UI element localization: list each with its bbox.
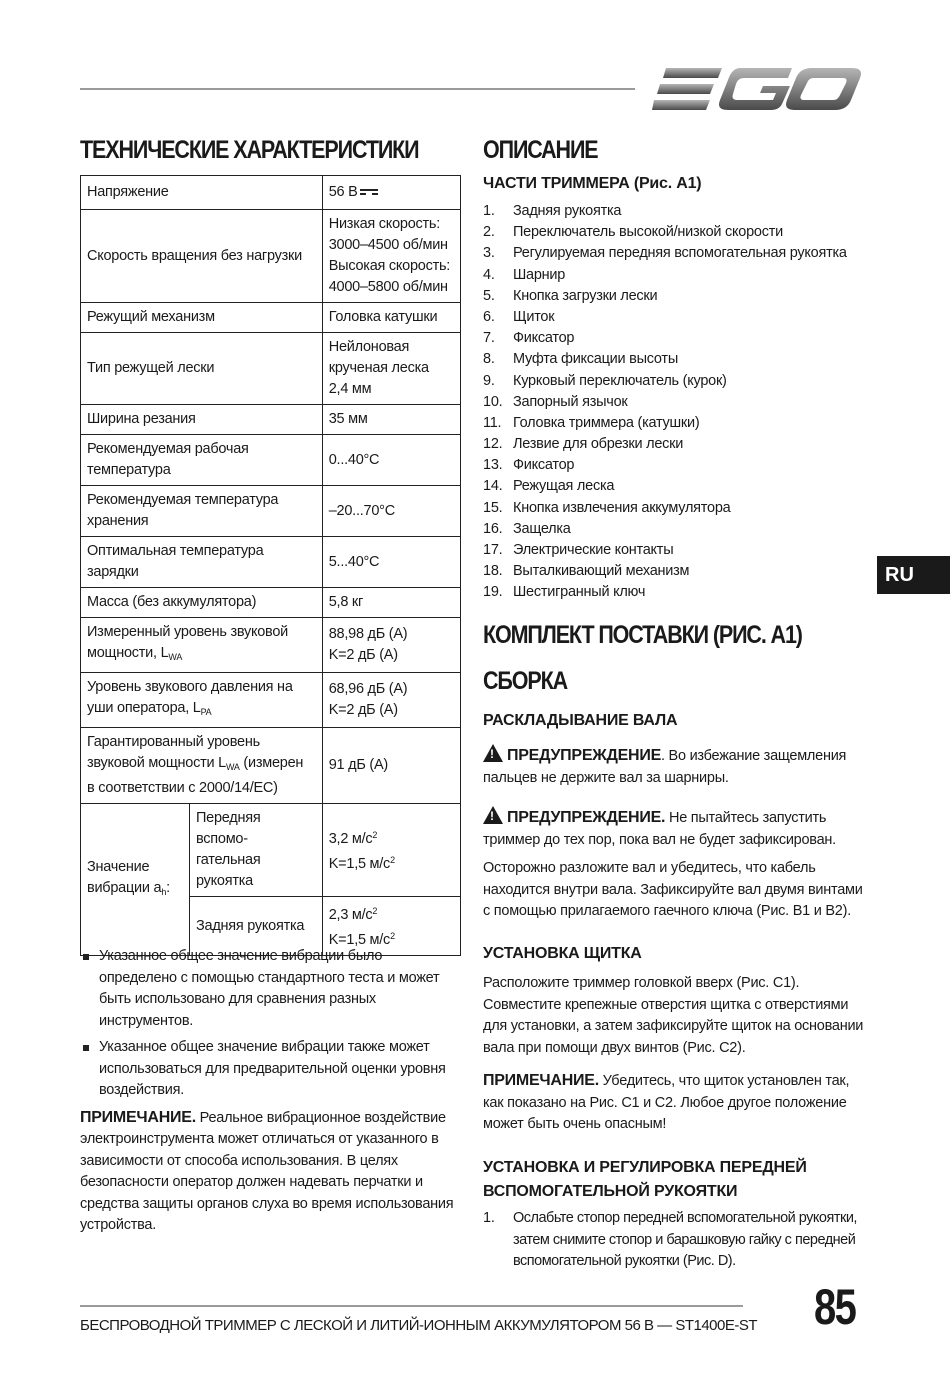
- list-item: [483, 349, 873, 370]
- cell-line: Передняя: [196, 810, 261, 826]
- subscript: h: [161, 886, 167, 897]
- list-item: [483, 498, 873, 519]
- table-cell: Ширина резания: [81, 405, 323, 435]
- cell-line: Нейлоновая: [328, 339, 410, 355]
- superscript: 2: [372, 830, 378, 840]
- cell-line: [329, 825, 454, 850]
- step-text: Ослабьте стопор передней вспомогательной рукоятки, затем снимите стопор и барашковую гайку с передней вспомогательной рукоятки (Рис. D).: [513, 1210, 857, 1269]
- list-item: [483, 371, 873, 392]
- table-cell: 91 дБ (А): [322, 728, 460, 804]
- table-cell: 5,8 кг: [322, 588, 460, 618]
- cell-line: 2,4 мм: [328, 381, 372, 397]
- item-label: Фиксатор: [513, 457, 575, 474]
- cell-line: 68,96 дБ (А): [328, 681, 408, 697]
- item-number: 4.: [483, 266, 495, 283]
- cell-line: Высокая скорость:: [328, 258, 451, 274]
- item-label: Выталкивающий механизм: [513, 563, 690, 580]
- handle-step: [483, 1208, 868, 1273]
- table-cell: [81, 618, 323, 673]
- table-cell: [322, 804, 460, 897]
- table-cell: Масса (без аккумулятора): [81, 588, 323, 618]
- cell-text: (измерен: [239, 755, 304, 771]
- list-item: [483, 243, 873, 264]
- footer-title: БЕСПРОВОДНОЙ ТРИММЕР С ЛЕСКОЙ И ЛИТИЙ-ИОННЫМ АККУМУЛЯТОРОМ 56 В — ST1400E-ST: [80, 1317, 758, 1334]
- cell-line: K=2 дБ (А): [328, 702, 398, 718]
- cell-text: 2,3 м/с: [328, 907, 373, 923]
- unfold-text: Осторожно разложите вал и убедитесь, что кабель находится внутри вала. Зафиксируйте вал двумя винтами с помощью прилагаемого гаечного ключа (Рис. B1 и B2).: [483, 860, 863, 919]
- warning-label: ПРЕДУПРЕЖДЕНИЕ.: [507, 809, 666, 826]
- item-label: Курковый переключатель (курок): [513, 372, 727, 389]
- guard-text: Расположите триммер головкой вверх (Рис. C1). Совместите крепежные отверстия щитка с отверстиями для установки, а затем зафиксируйте щиток на основании вала при помощи двух винтов (Рис. C2).: [483, 975, 864, 1056]
- voltage-value: 56 В: [328, 184, 358, 200]
- table-row: [81, 673, 461, 728]
- item-label: Муфта фиксации высоты: [513, 351, 678, 368]
- heading-line: УСТАНОВКА И РЕГУЛИРОВКА ПЕРЕДНЕЙ: [483, 1159, 807, 1176]
- list-item: [483, 455, 873, 476]
- bullet-list: [80, 946, 462, 1102]
- table-cell: [81, 435, 323, 486]
- header-rule: [80, 88, 635, 90]
- warning-1: [483, 744, 868, 789]
- cell-line: зарядки: [87, 564, 139, 580]
- vibration-notes: [80, 946, 462, 1237]
- cell-text: звуковой мощности L: [87, 755, 226, 771]
- ego-logo: [652, 64, 862, 114]
- unfold-heading: РАСКЛАДЫВАНИЕ ВАЛА: [483, 712, 678, 729]
- table-cell: [322, 176, 460, 210]
- note-label: ПРИМЕЧАНИЕ.: [80, 1108, 196, 1126]
- page-number: 85: [814, 1279, 856, 1335]
- heading-line: ВСПОМОГАТЕЛЬНОЙ РУКОЯТКИ: [483, 1183, 738, 1200]
- table-row: [81, 618, 461, 673]
- table-cell: [322, 333, 460, 405]
- list-item: [483, 265, 873, 286]
- table-cell: [322, 673, 460, 728]
- step-number: 1.: [483, 1210, 495, 1226]
- item-label: Запорный язычок: [513, 393, 628, 410]
- cell-line: крученая леска: [328, 360, 429, 376]
- table-cell: [190, 804, 323, 897]
- cell-line: [87, 753, 316, 778]
- cell-line: [87, 698, 316, 723]
- item-number: 15.: [483, 499, 503, 516]
- table-cell: –20...70°C: [322, 486, 460, 537]
- item-label: Шарнир: [513, 266, 566, 283]
- table-row: [81, 537, 461, 588]
- warning-text: Во избежание защемления пальцев не держите вал за шарниры.: [483, 748, 847, 786]
- table-cell: [322, 618, 460, 673]
- table-cell: [81, 537, 323, 588]
- vibration-note: [80, 1107, 462, 1237]
- parts-list: [483, 201, 873, 604]
- cell-line: 3000–4500 об/мин: [328, 237, 448, 253]
- table-cell: Задняя рукоятка: [190, 897, 323, 956]
- handle-heading: [483, 1156, 807, 1204]
- superscript: 2: [372, 906, 378, 916]
- cell-line: 88,98 дБ (А): [328, 626, 408, 642]
- cell-line: [329, 850, 454, 875]
- parts-heading: ЧАСТИ ТРИММЕРА (Рис. А1): [483, 175, 702, 192]
- item-number: 1.: [483, 203, 495, 219]
- cell-text: 3,2 м/с: [328, 831, 373, 847]
- item-number: 13.: [483, 457, 503, 474]
- list-item: [483, 561, 873, 582]
- item-label: Кнопка извлечения аккумулятора: [513, 499, 731, 516]
- cell-text: вибрации a: [87, 879, 162, 896]
- table-cell: Скорость вращения без нагрузки: [81, 210, 323, 303]
- superscript: 2: [390, 855, 395, 865]
- list-item: [483, 201, 873, 222]
- table-row: [81, 804, 461, 897]
- table-cell: Тип режущей лески: [81, 333, 323, 405]
- cell-text: :: [166, 879, 170, 896]
- table-cell: [81, 728, 323, 804]
- item-label: Переключатель высокой/низкой скорости: [513, 224, 783, 241]
- guard-note: [483, 1070, 868, 1136]
- item-number: 18.: [483, 563, 503, 580]
- cell-text: K=1,5 м/с: [328, 856, 391, 872]
- table-cell: [81, 486, 323, 537]
- item-number: 17.: [483, 542, 503, 558]
- table-row: [81, 435, 461, 486]
- table-row: [81, 486, 461, 537]
- table-cell: 35 мм: [322, 405, 460, 435]
- list-item: [483, 222, 873, 243]
- note-text: Убедитесь, что щиток установлен так, как показано на Рис. C1 и C2. Любое другое положение может быть очень опасным!: [483, 1073, 850, 1132]
- table-cell: [322, 210, 460, 303]
- note-text: Реальное вибрационное воздействие электроинструмента может отличаться от указанного в зависимости от способа использования. В целях безопасности оператор должен надевать перчатки и средства защиты органов слуха во время использования устройства.: [80, 1109, 454, 1233]
- cell-line: Уровень звукового давления на: [87, 679, 293, 695]
- subscript: WA: [168, 652, 183, 662]
- table-cell: Головка катушки: [322, 303, 460, 333]
- item-label: Лезвие для обрезки лески: [513, 436, 684, 453]
- cell-text: мощности, L: [87, 645, 169, 661]
- list-item: Указанное общее значение вибрации также может использоваться для предварительной оценки уровня воздействия.: [80, 1037, 462, 1102]
- item-label: Защелка: [513, 520, 571, 537]
- superscript: 2: [390, 931, 395, 941]
- language-tab: RU: [877, 556, 950, 594]
- cell-line: Рекомендуемая температура: [87, 492, 279, 508]
- item-label: Шестигранный ключ: [513, 584, 646, 601]
- table-row: [81, 588, 461, 618]
- cell-line: в соответствии с 2000/14/EC): [87, 780, 278, 796]
- cell-line: Оптимальная температура: [87, 543, 264, 559]
- guard-heading: УСТАНОВКА ЩИТКА: [483, 945, 642, 962]
- cell-line: [87, 643, 316, 668]
- item-number: 7.: [483, 330, 495, 347]
- assembly-heading: СБОРКА: [483, 667, 567, 695]
- item-label: Задняя рукоятка: [513, 203, 622, 219]
- table-cell: 5...40°C: [322, 537, 460, 588]
- note-label: ПРИМЕЧАНИЕ.: [483, 1072, 599, 1089]
- list-item: [483, 413, 873, 434]
- warning-2: [483, 806, 868, 851]
- item-number: 6.: [483, 308, 495, 325]
- list-item: [483, 540, 873, 561]
- item-label: Регулируемая передняя вспомогательная рукоятка: [513, 245, 847, 262]
- cell-line: Низкая скорость:: [328, 216, 440, 232]
- cell-line: температура: [87, 462, 171, 478]
- list-item: [483, 328, 873, 349]
- warning-sep: .: [661, 748, 665, 764]
- cell-text: K=1,5 м/с: [328, 932, 391, 948]
- description-heading: ОПИСАНИЕ: [483, 136, 598, 164]
- item-label: Фиксатор: [513, 330, 575, 347]
- cell-line: рукоятка: [196, 873, 253, 889]
- item-label: Режущая леска: [513, 478, 615, 495]
- item-number: 16.: [483, 520, 503, 537]
- table-row: [81, 176, 461, 210]
- cell-line: [87, 878, 183, 903]
- table-row: [81, 210, 461, 303]
- table-row: [81, 303, 461, 333]
- table-cell: [81, 804, 190, 956]
- item-number: 10.: [483, 393, 503, 410]
- table-cell: [81, 673, 323, 728]
- item-label: Электрические контакты: [513, 542, 674, 558]
- cell-line: вспомо-: [196, 831, 248, 847]
- item-number: 3.: [483, 245, 495, 262]
- cell-line: Измеренный уровень звуковой: [87, 624, 289, 640]
- specs-table: [80, 175, 461, 956]
- warning-icon: [483, 744, 503, 762]
- warning-label: ПРЕДУПРЕЖДЕНИЕ: [507, 747, 661, 764]
- item-number: 8.: [483, 351, 495, 368]
- table-cell: 0...40°C: [322, 435, 460, 486]
- subscript: PA: [200, 707, 212, 717]
- table-row: [81, 728, 461, 804]
- cell-text: уши оператора, L: [87, 700, 201, 716]
- list-item: [483, 476, 873, 497]
- item-label: Головка триммера (катушки): [513, 414, 700, 431]
- cell-line: [329, 901, 454, 926]
- cell-line: Рекомендуемая рабочая: [87, 441, 249, 457]
- item-number: 2.: [483, 224, 495, 241]
- item-number: 19.: [483, 584, 503, 601]
- list-item: Указанное общее значение вибрации было определено с помощью стандартного теста и может быть использовано для сравнения разных инструментов.: [80, 946, 462, 1032]
- table-cell: Напряжение: [81, 176, 323, 210]
- specs-heading: ТЕХНИЧЕСКИЕ ХАРАКТЕРИСТИКИ: [80, 136, 419, 164]
- item-label: Щиток: [513, 308, 555, 325]
- cell-line: гательная: [196, 852, 261, 868]
- list-item: [483, 582, 873, 603]
- warning-icon: [483, 806, 503, 824]
- cell-line: K=2 дБ (А): [328, 647, 398, 663]
- subscript: WA: [225, 762, 240, 772]
- table-row: [81, 405, 461, 435]
- item-number: 12.: [483, 436, 503, 453]
- kit-heading: КОМПЛЕКТ ПОСТАВКИ (РИС. А1): [483, 621, 802, 649]
- footer-rule: [80, 1305, 743, 1307]
- cell-line: Значение: [87, 858, 150, 875]
- item-number: 14.: [483, 478, 503, 495]
- cell-line: хранения: [87, 513, 149, 529]
- cell-line: 4000–5800 об/мин: [328, 279, 448, 295]
- list-item: [483, 392, 873, 413]
- warning-text: Не пытайтесь запустить триммер до тех пор, пока вал не будет зафиксирован.: [483, 810, 836, 848]
- list-item: [483, 434, 873, 455]
- table-cell: Режущий механизм: [81, 303, 323, 333]
- item-number: 9.: [483, 372, 495, 389]
- list-item: [483, 519, 873, 540]
- item-number: 11.: [483, 414, 502, 431]
- cell-line: Гарантированный уровень: [87, 734, 260, 750]
- item-label: Кнопка загрузки лески: [513, 287, 658, 304]
- item-number: 5.: [483, 287, 495, 304]
- list-item: [483, 286, 873, 307]
- list-item: [483, 307, 873, 328]
- table-row: [81, 333, 461, 405]
- dc-symbol-icon: [360, 188, 378, 196]
